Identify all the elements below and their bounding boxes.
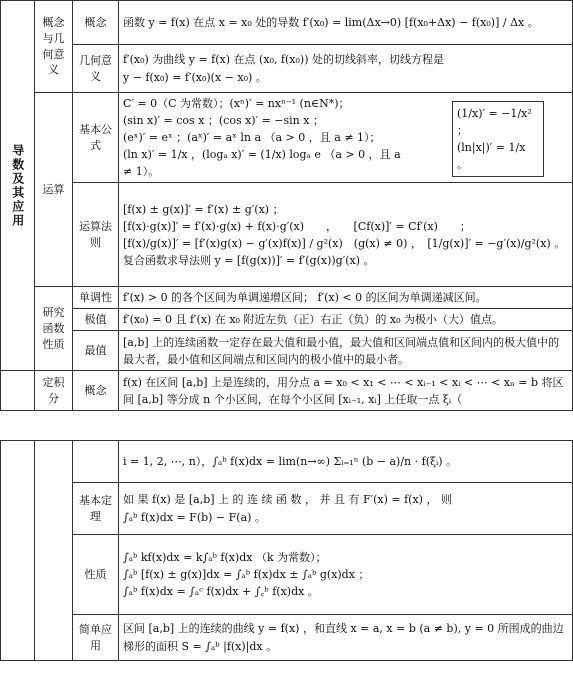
continuation-label xyxy=(73,441,119,483)
section-concept: 概念与几何意义 xyxy=(35,1,73,93)
props-cell xyxy=(119,535,573,615)
row-label-props: 性质 xyxy=(73,535,119,615)
fundamental-cell xyxy=(119,483,573,535)
rules-cell xyxy=(119,183,573,287)
row-label-extreme: 极值 xyxy=(73,309,119,331)
props-line-2: ∫ₐᵇ [f(x) ± g(x)]dx = ∫ₐᵇ f(x)dx ± ∫ₐᵇ g(x)dx ； xyxy=(123,567,370,581)
section-integral: 定积分 xyxy=(35,371,73,411)
row-label-maxmin: 最值 xyxy=(73,331,119,371)
extreme-text: f′(x₀) = 0 且 f′(x) 在 x₀ 附近左负（正）右正（负）的 x₀ 为极小（大）值点。 xyxy=(119,309,573,331)
basic-line-4: (ln x)′ = 1/x ，(logₐ x)′ = (1/x) logₐ e （a > 0 ，且 a ≠ 1）。 xyxy=(123,148,401,179)
section-ops: 运算 xyxy=(35,93,73,287)
basic-right-1: (1/x)′ = −1/x² ； xyxy=(457,107,532,138)
props-line-1: ∫ₐᵇ kf(x)dx = k∫ₐᵇ f(x)dx （k 为常数）； xyxy=(123,550,327,564)
basic-line-3: (eˣ)′ = eˣ ；(aˣ)′ = aˣ ln a （a > 0 ，且 a ≠ 1）； xyxy=(123,131,381,145)
row-label-fundamental: 基本定理 xyxy=(73,483,119,535)
row-label-mono: 单调性 xyxy=(73,287,119,309)
row-label-basic: 基本公式 xyxy=(73,93,119,183)
row-label-concept: 概念 xyxy=(73,1,119,45)
maxmin-text: [a,b] 上的连续函数一定存在最大值和最小值，最大值和区间端点值和区间内的极大值中的最大者，最小值和区间端点和区间内的极小值中的最小者。 xyxy=(119,331,573,371)
row-label-rules: 运算法则 xyxy=(73,183,119,287)
mono-text: f′(x) > 0 的各个区间为单调递增区间； f′(x) < 0 的区间为单调递减区间。 xyxy=(119,287,573,309)
intconcept-cont: i = 1, 2, ⋯, n），∫ₐᵇ f(x)dx = lim(n→∞) Σᵢ₌₁ⁿ (b − a)/n · f(ξᵢ) 。 xyxy=(119,441,573,483)
props-line-3: ∫ₐᵇ f(x)dx = ∫ₐᶜ f(x)dx + ∫꜀ᵇ f(x)dx 。 xyxy=(123,585,319,599)
section-research: 研究函数性质 xyxy=(35,287,73,371)
app-text: 区间 [a,b] 上的连续的曲线 y = f(x) ，和直线 x = a, x = b (a ≠ b), y = 0 所围成的曲边梯形的面积 S = ∫ₐᵇ |f(x)|dx 。 xyxy=(119,615,573,661)
bottom-table xyxy=(0,440,573,680)
rules-line-2: [f(x)·g(x)]′ = f′(x)·g(x) + f(x)·g′(x) ， [Cf(x)]′ = Cf′(x) ； xyxy=(123,219,471,233)
basic-right-2: (ln|x|)′ = 1/x 。 xyxy=(457,141,526,172)
geometry-line-2: y − f(x₀) = f′(x₀)(x − x₀) 。 xyxy=(123,70,267,84)
category-continuation xyxy=(1,371,35,411)
fundamental-line-2: ∫ₐᵇ f(x)dx = F(b) − F(a) 。 xyxy=(123,510,266,524)
geometry-cell xyxy=(119,45,573,93)
row-label-intconcept: 概念 xyxy=(73,371,119,411)
rules-line-3: [f(x)/g(x)]′ = [f′(x)g(x) − g′(x)f(x)] / g²(x) (g(x) ≠ 0) ， [1/g(x)]′ = −g′(x)/g²(x) 。 xyxy=(123,236,566,250)
basic-cell xyxy=(119,93,573,183)
basic-reciprocal-box xyxy=(452,101,544,177)
section-continuation xyxy=(35,441,73,661)
category-label: 导数及其应用 xyxy=(1,1,35,371)
row-label-app: 简单应用 xyxy=(73,615,119,661)
concept-text: 函数 y = f(x) 在点 x = x₀ 处的导数 f′(x₀) = lim(Δx→0) [f(x₀+Δx) − f(x₀)] / Δx 。 xyxy=(119,1,573,45)
fundamental-line-1: 如 果 f(x) 是 [a,b] 上 的 连 续 函 数 ， 并 且 有 F′(x) = f(x) ， 则 xyxy=(123,493,452,507)
row-label-geometry: 几何意义 xyxy=(73,45,119,93)
geometry-line-1: f′(x₀) 为曲线 y = f(x) 在点 (x₀, f(x₀)) 处的切线斜率，切线方程是 xyxy=(123,53,444,67)
intconcept-text: f(x) 在区间 [a,b] 上是连续的，用分点 a = x₀ < x₁ < ⋯ < xᵢ₋₁ < xᵢ < ⋯ < xₙ = b 将区间 [a,b] 等分成 n 个小区间，在每个小区间 [xᵢ₋₁, xᵢ] 上任取一点 ξᵢ（ xyxy=(119,371,573,411)
rules-line-4: 复合函数求导法则 y = [f(g(x))]′ = f′(g(x))g′(x) 。 xyxy=(123,253,375,267)
category-continuation-2 xyxy=(1,441,35,661)
basic-line-2: (sin x)′ = cos x ；(cos x)′ = −sin x ； xyxy=(123,114,324,128)
rules-line-1: [f(x) ± g(x)]′ = f′(x) ± g′(x) ； xyxy=(123,202,284,216)
basic-line-1: C′ = 0（C 为常数）；(xⁿ)′ = nxⁿ⁻¹ (n∈N*)； xyxy=(123,97,350,110)
